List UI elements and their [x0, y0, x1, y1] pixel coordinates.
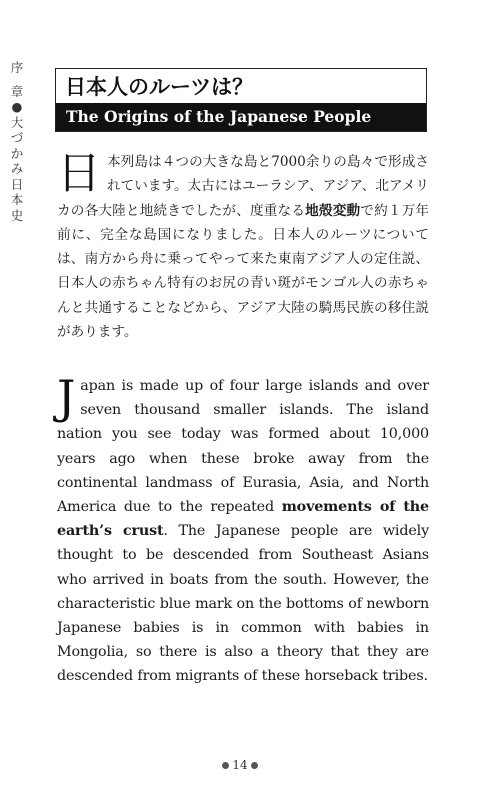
japanese-drop-cap: 日	[57, 148, 101, 199]
page-number-value: 14	[232, 758, 248, 772]
page-number-dot-right	[251, 762, 258, 769]
section-title-box	[55, 68, 427, 132]
chapter-label-char: 大	[10, 114, 24, 130]
japanese-paragraph	[57, 150, 429, 344]
english-text: . The Japanese people are widely thought to be descended from Southeast Asians who arrived in boats from the south. However, the characteristic blue mark on the bottoms of newborn Japanese babies is in common with babies in Mongolia, so there is also a theory that they are descended from migrants of these horseback tribes.	[57, 523, 429, 685]
chapter-label-bullet: ●	[11, 99, 23, 114]
page-number-dot-left	[222, 762, 229, 769]
english-text: apan is made up of four large islands and over seven thousand smaller islands. The island nation you see today was formed about 10,000 years ago when these broke away from the continental landmass of Eurasia, Asia, and North America due to the repeated	[57, 378, 429, 516]
chapter-label-char: か	[10, 145, 24, 161]
section-title-english: The Origins of the Japanese People	[56, 103, 426, 131]
chapter-label-char: 史	[10, 207, 24, 223]
chapter-label-char: 日	[10, 176, 24, 192]
chapter-side-label	[9, 60, 25, 223]
japanese-text: 本列島は４つの大きな島と7000余りの島々で形成されています。太古にはユーラシア、アジア、北アメリカの各大陸と地続きでしたが、度重なる	[57, 154, 429, 219]
english-bold-term: movements of the earth’s crust	[57, 499, 429, 540]
english-paragraph	[57, 370, 429, 689]
japanese-bold-term: 地殻変動	[305, 202, 361, 219]
page-number	[0, 758, 480, 772]
english-drop-cap: J	[57, 370, 76, 424]
chapter-label-char: づ	[10, 130, 24, 145]
chapter-label-char: み	[10, 161, 24, 176]
japanese-text: で約１万年前に、完全な島国になりました。日本人のルーツについては、南方から舟に乗ってやって来た東南アジア人の定住説、日本人の赤ちゃん特有のお尻の青い斑がモンゴル人の赤ちゃんと共通することなどから、アジア大陸の騎馬民族の移住説があります。	[57, 202, 430, 341]
chapter-label-char: 章	[10, 83, 24, 99]
section-title-japanese: 日本人のルーツは？	[65, 75, 254, 99]
chapter-label-char: 本	[10, 192, 24, 207]
chapter-label-char: 序	[10, 60, 24, 75]
